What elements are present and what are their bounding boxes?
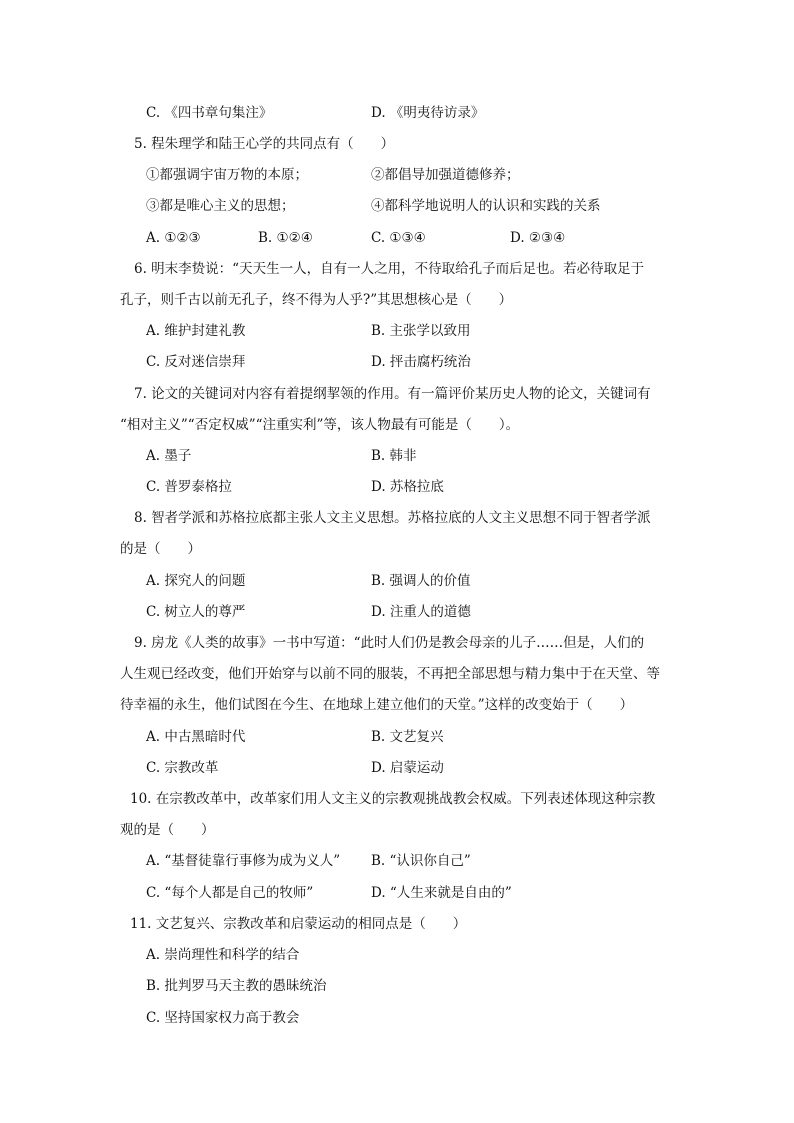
q5-statement-2: ②都倡导加强道德修养； xyxy=(371,167,520,183)
q10-option-c: C. “每个人都是自己的牧师” xyxy=(146,885,314,901)
q5-statement-3: ③都是唯心主义的思想； xyxy=(146,198,295,214)
q7-option-b: B. 韩非 xyxy=(371,448,417,464)
q8-option-c: C. 树立人的尊严 xyxy=(146,604,246,620)
q11-option-a: A. 崇尚理性和科学的结合 xyxy=(146,947,300,963)
q11-stem: 11. 文艺复兴、宗教改革和启蒙运动的相同点是（ ） xyxy=(130,916,467,932)
q5-option-c: C. ①③④ xyxy=(371,230,426,246)
q5-option-b: B. ①②④ xyxy=(258,230,313,246)
q8-stem-line-2: 的是（ ） xyxy=(120,541,201,557)
q5-option-a: A. ①②③ xyxy=(146,230,201,246)
q9-stem-line-3: 待幸福的永生，他们试图在今生、在地球上建立他们的天堂。”这样的改变始于（ ） xyxy=(120,697,634,713)
q7-stem-line-1: 7. 论文的关键词对内容有着提纲挈领的作用。有一篇评价某历史人物的论文，关键词有 xyxy=(134,386,651,402)
q9-option-b: B. 文艺复兴 xyxy=(371,729,444,745)
q5-stem: 5. 程朱理学和陆王心学的共同点有（ ） xyxy=(134,136,395,152)
q8-option-a: A. 探究人的问题 xyxy=(146,573,246,589)
q8-stem-line-1: 8. 智者学派和苏格拉底都主张人文主义思想。苏格拉底的人文主义思想不同于智者学派 xyxy=(134,510,651,526)
q10-stem-line-1: 10. 在宗教改革中，改革家们用人文主义的宗教观挑战教会权威。下列表述体现这种宗教 xyxy=(130,791,656,807)
q8-option-d: D. 注重人的道德 xyxy=(371,604,471,620)
q10-option-d: D. “人生来就是自由的” xyxy=(371,885,512,901)
q5-option-d: D. ②③④ xyxy=(510,230,566,246)
q6-option-c: C. 反对迷信崇拜 xyxy=(146,354,246,370)
q7-stem-line-2: “相对主义”“否定权威”“注重实利”等，该人物最有可能是（ ）。 xyxy=(120,417,520,433)
q8-option-b: B. 强调人的价值 xyxy=(371,573,471,589)
q9-stem-line-1: 9. 房龙《人类的故事》一书中写道：“此时人们仍是教会母亲的儿子……但是，人们的 xyxy=(134,635,645,651)
q7-option-c: C. 普罗泰格拉 xyxy=(146,479,232,495)
q11-option-c: C. 坚持国家权力高于教会 xyxy=(146,1010,300,1026)
q10-option-b: B. “认识你自己” xyxy=(371,853,471,869)
q9-stem-line-2: 人生观已经改变，他们开始穿与以前不同的服装，不再把全部思想与精力集中于在天堂、等 xyxy=(120,666,660,682)
q4-option-c: C. 《四书章句集注》 xyxy=(146,105,273,121)
q10-option-a: A. “基督徒靠行事修为成为义人” xyxy=(146,853,341,869)
q6-option-a: A. 维护封建礼教 xyxy=(146,323,246,339)
q6-stem-line-1: 6. 明末李贽说：“天天生一人，自有一人之用，不待取给孔子而后足也。若必待取足于 xyxy=(134,261,645,277)
q9-option-d: D. 启蒙运动 xyxy=(371,760,444,776)
q9-option-a: A. 中古黑暗时代 xyxy=(146,729,246,745)
q4-option-d: D. 《明夷待访录》 xyxy=(371,105,485,121)
q10-stem-line-2: 观的是（ ） xyxy=(120,822,215,838)
q7-option-d: D. 苏格拉底 xyxy=(371,479,444,495)
q5-statement-1: ①都强调宇宙万物的本原； xyxy=(146,167,308,183)
q9-option-c: C. 宗教改革 xyxy=(146,760,219,776)
q6-stem-line-2: 孔子，则千古以前无孔子，终不得为人乎?”其思想核心是（ ） xyxy=(120,292,513,308)
q7-option-a: A. 墨子 xyxy=(146,448,192,464)
q11-option-b: B. 批判罗马天主教的愚昧统治 xyxy=(146,978,327,994)
q5-statement-4: ④都科学地说明人的认识和实践的关系 xyxy=(371,198,601,214)
q6-option-d: D. 抨击腐朽统治 xyxy=(371,354,471,370)
q6-option-b: B. 主张学以致用 xyxy=(371,323,471,339)
